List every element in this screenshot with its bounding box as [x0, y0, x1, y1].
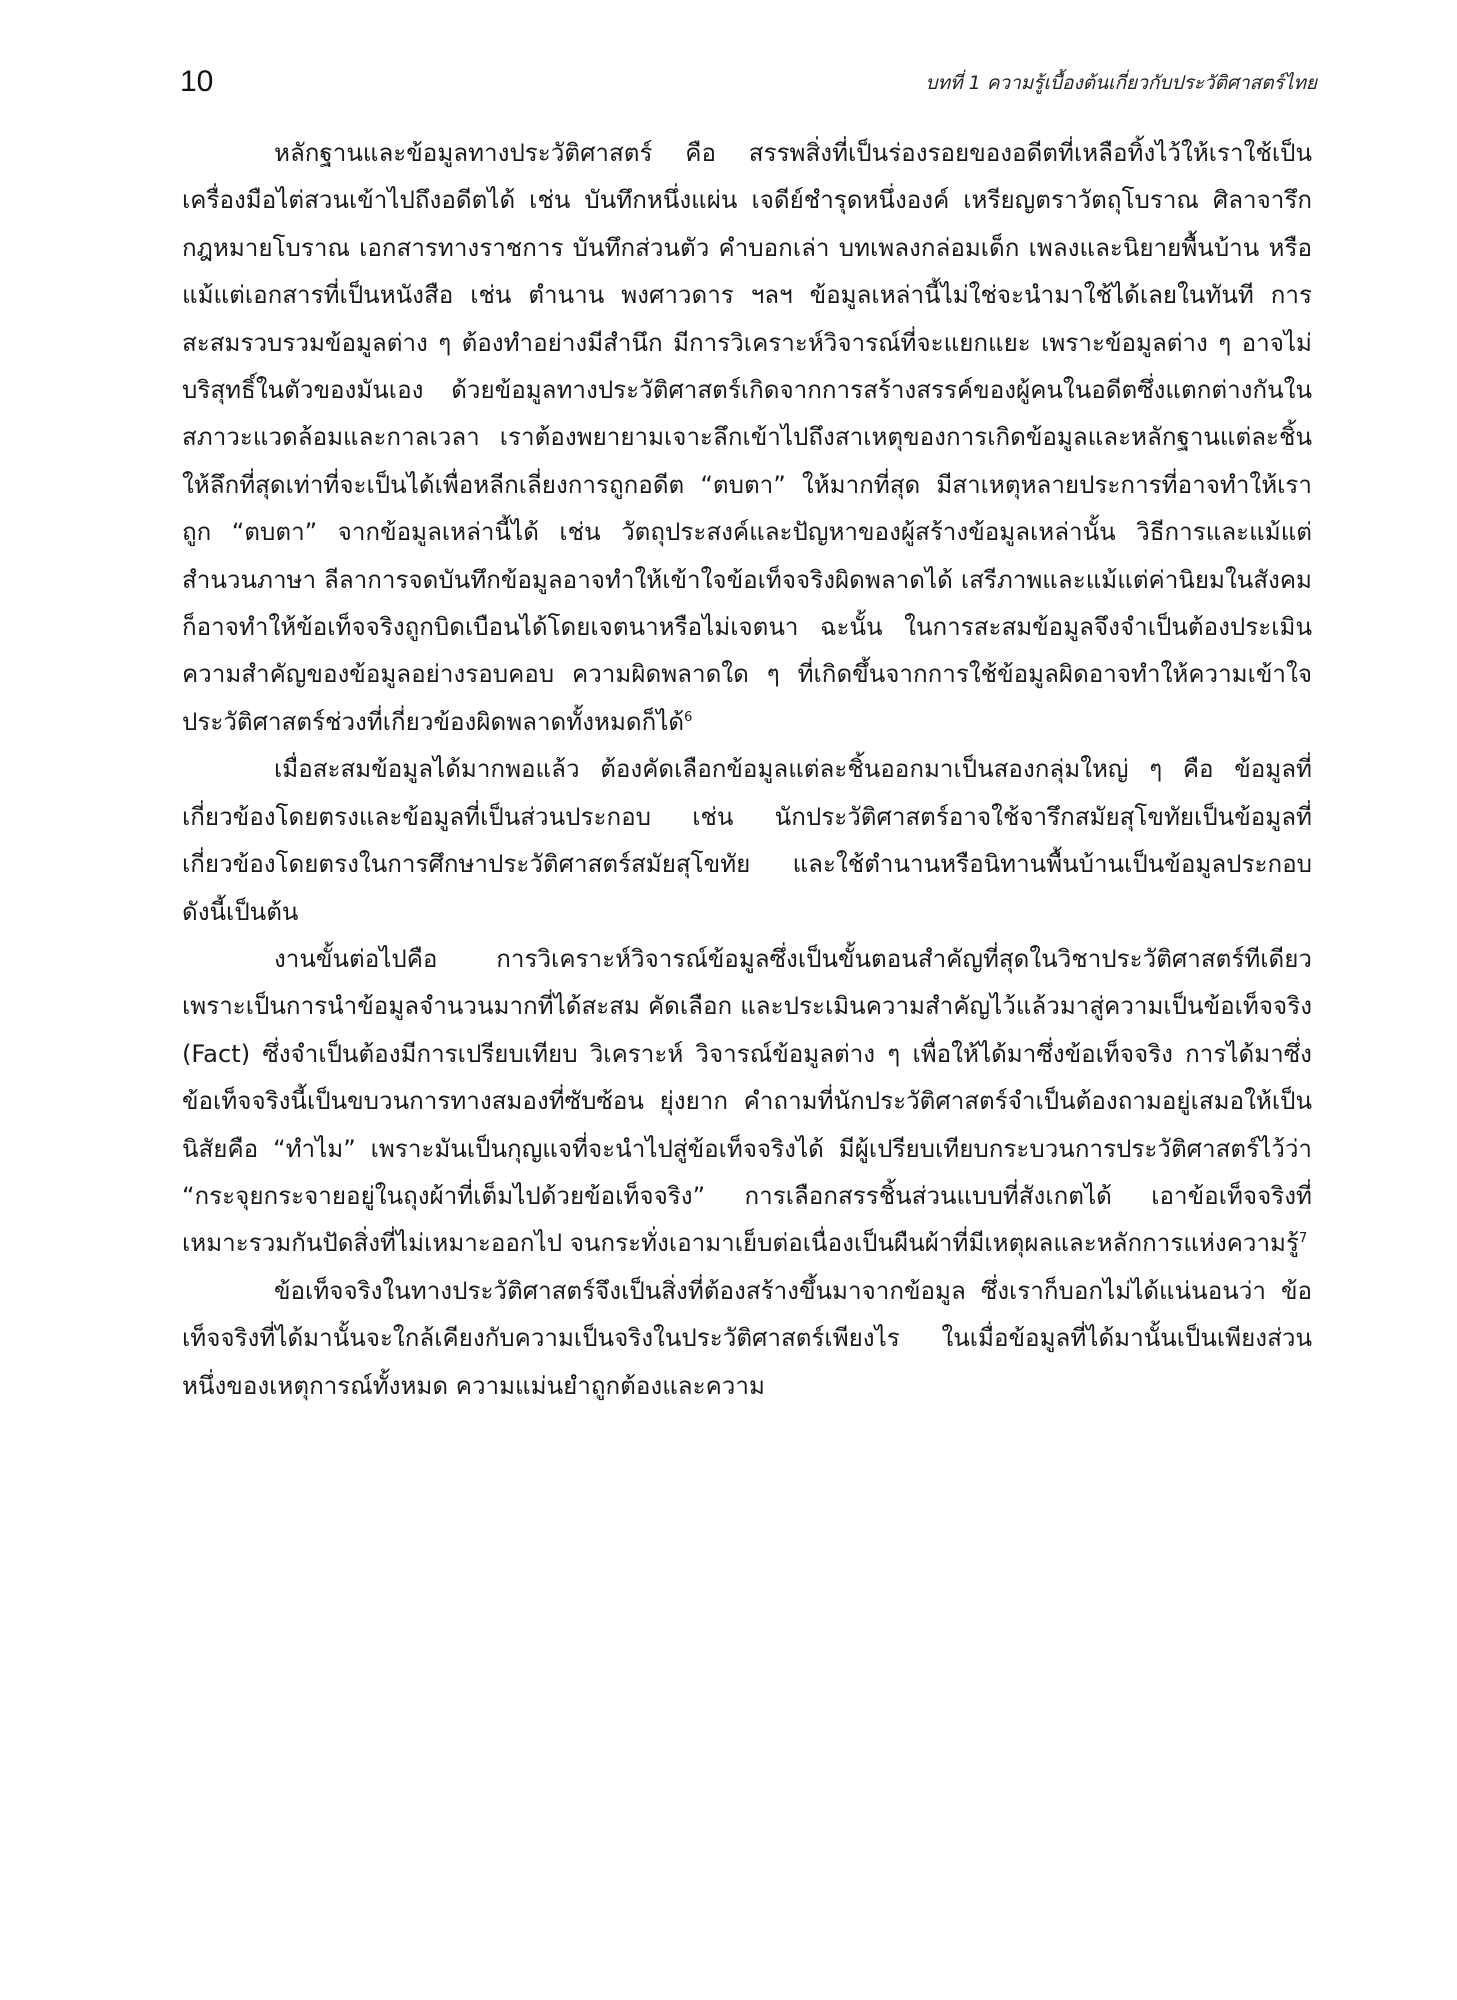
footnote-marker: 7 [1298, 1231, 1308, 1247]
paragraph-text: งานขั้นต่อไปคือ การวิเคราะห์วิจารณ์ข้อมูลซึ่งเป็นขั้นตอนสำคัญที่สุดในวิชาประวัติศาสตร์ทีเดียว เพราะเป็นการนำข้อมูลจำนวนมากที่ได้สะสม คัดเลือก และประเมินความสำคัญไว้แล้วมาสู่ความเป็นข้อเท็จจริง (Fact) ซึ่งจำเป็นต้องมีการเปรียบเทียบ วิเคราะห์ วิจารณ์ข้อมูลต่าง ๆ เพื่อให้ได้มาซึ่งข้อเท็จจริง การได้มาซึ่งข้อเท็จจริงนี้เป็นขบวนการทางสมองที่ซับซ้อน ยุ่งยาก คำถามที่นักประวัติศาสตร์จำเป็นต้องถามอยู่เสมอให้เป็นนิสัยคือ “ทำไม” เพราะมันเป็นกุญแจที่จะนำไปสู่ข้อเท็จจริงได้ มีผู้เปรียบเทียบกระบวนการประวัติศาสตร์ไว้ว่า “กระจุยกระจายอยู่ในถุงผ้าที่เต็มไปด้วยข้อเท็จจริง” การเลือกสรรชิ้นส่วนแบบที่สังเกตได้ เอาข้อเท็จจริงที่เหมาะรวมกันปัดสิ่งที่ไม่เหมาะออกไป จนกระทั่งเอามาเย็บต่อเนื่องเป็นผืนผ้าที่มีเหตุผลและหลักการแห่งความรู้ [182, 944, 1312, 1258]
paragraph-facts [182, 1268, 1312, 1410]
paragraph-text: หลักฐานและข้อมูลทางประวัติศาสตร์ คือ สรรพสิ่งที่เป็นร่องรอยของอดีตที่เหลือทิ้งไว้ให้เราใช้เป็นเครื่องมือไต่สวนเข้าไปถึงอดีตได้ เช่น บันทึกหนึ่งแผ่น เจดีย์ชำรุดหนึ่งองค์ เหรียญตราวัตถุโบราณ ศิลาจารึก กฎหมายโบราณ เอกสารทางราชการ บันทึกส่วนตัว คำบอกเล่า บทเพลงกล่อมเด็ก เพลงและนิยายพื้นบ้าน หรือแม้แต่เอกสารที่เป็นหนังสือ เช่น ตำนาน พงศาวดาร ฯลฯ ข้อมูลเหล่านี้ไม่ใช่จะนำมาใช้ได้เลยในทันที การสะสมรวบรวมข้อมูลต่าง ๆ ต้องทำอย่างมีสำนึก มีการวิเคราะห์วิจารณ์ที่จะแยกแยะ เพราะข้อมูลต่าง ๆ อาจไม่บริสุทธิ์ในตัวของมันเอง ด้วยข้อมูลทางประวัติศาสตร์เกิดจากการสร้างสรรค์ของผู้คนในอดีตซึ่งแตกต่างกันในสภาวะแวดล้อมและกาลเวลา เราต้องพยายามเจาะลึกเข้าไปถึงสาเหตุของการเกิดข้อมูลและหลักฐานแต่ละชิ้นให้ลึกที่สุดเท่าที่จะเป็นได้เพื่อหลีกเลี่ยงการถูกอดีต “ตบตา” ให้มากที่สุด มีสาเหตุหลายประการที่อาจทำให้เราถูก “ตบตา” จากข้อมูลเหล่านี้ได้ เช่น วัตถุประสงค์และปัญหาของผู้สร้างข้อมูลเหล่านั้น วิธีการและแม้แต่สำนวนภาษา ลีลาการจดบันทึกข้อมูลอาจทำให้เข้าใจข้อเท็จจริงผิดพลาดได้ เสรีภาพและแม้แต่ค่านิยมในสังคมก็อาจทำให้ข้อเท็จจริงถูกบิดเบือนได้โดยเจตนาหรือไม่เจตนา ฉะนั้น ในการสะสมข้อมูลจึงจำเป็นต้องประเมินความสำคัญของข้อมูลอย่างรอบคอบ ความผิดพลาดใด ๆ ที่เกิดขึ้นจากการใช้ข้อมูลผิดอาจทำให้ความเข้าใจประวัติศาสตร์ช่วงที่เกี่ยวข้องผิดพลาดทั้งหมดก็ได้ [182, 139, 1312, 736]
paragraph-text: เมื่อสะสมข้อมูลได้มากพอแล้ว ต้องคัดเลือกข้อมูลแต่ละชิ้นออกมาเป็นสองกลุ่มใหญ่ ๆ คือ ข้อมูลที่เกี่ยวข้องโดยตรงและข้อมูลที่เป็นส่วนประกอบ เช่น นักประวัติศาสตร์อาจใช้จารึกสมัยสุโขทัยเป็นข้อมูลที่เกี่ยวข้องโดยตรงในการศึกษาประวัติศาสตร์สมัยสุโขทัย และใช้ตำนานหรือนิทานพื้นบ้านเป็นข้อมูลประกอบ ดังนี้เป็นต้น [182, 755, 1312, 926]
running-header-title: บทที่ 1 ความรู้เบื้องต้นเกี่ยวกับประวัติศาสตร์ไทย [925, 72, 1317, 94]
paragraph-analysis [182, 936, 1312, 1268]
page-number: 10 [180, 65, 214, 98]
paragraph-evidence [182, 130, 1312, 746]
paragraph-selection [182, 746, 1312, 936]
body-text [182, 130, 1312, 1410]
paragraph-text: ข้อเท็จจริงในทางประวัติศาสตร์จึงเป็นสิ่งที่ต้องสร้างขึ้นมาจากข้อมูล ซึ่งเราก็บอกไม่ได้แน่นอนว่า ข้อเท็จจริงที่ได้มานั้นจะใกล้เคียงกับความเป็นจริงในประวัติศาสตร์เพียงไร ในเมื่อข้อมูลที่ได้มานั้นเป็นเพียงส่วนหนึ่งของเหตุการณ์ทั้งหมด ความแม่นยำถูกต้องและความ [182, 1276, 1312, 1400]
footnote-marker: 6 [684, 709, 693, 725]
